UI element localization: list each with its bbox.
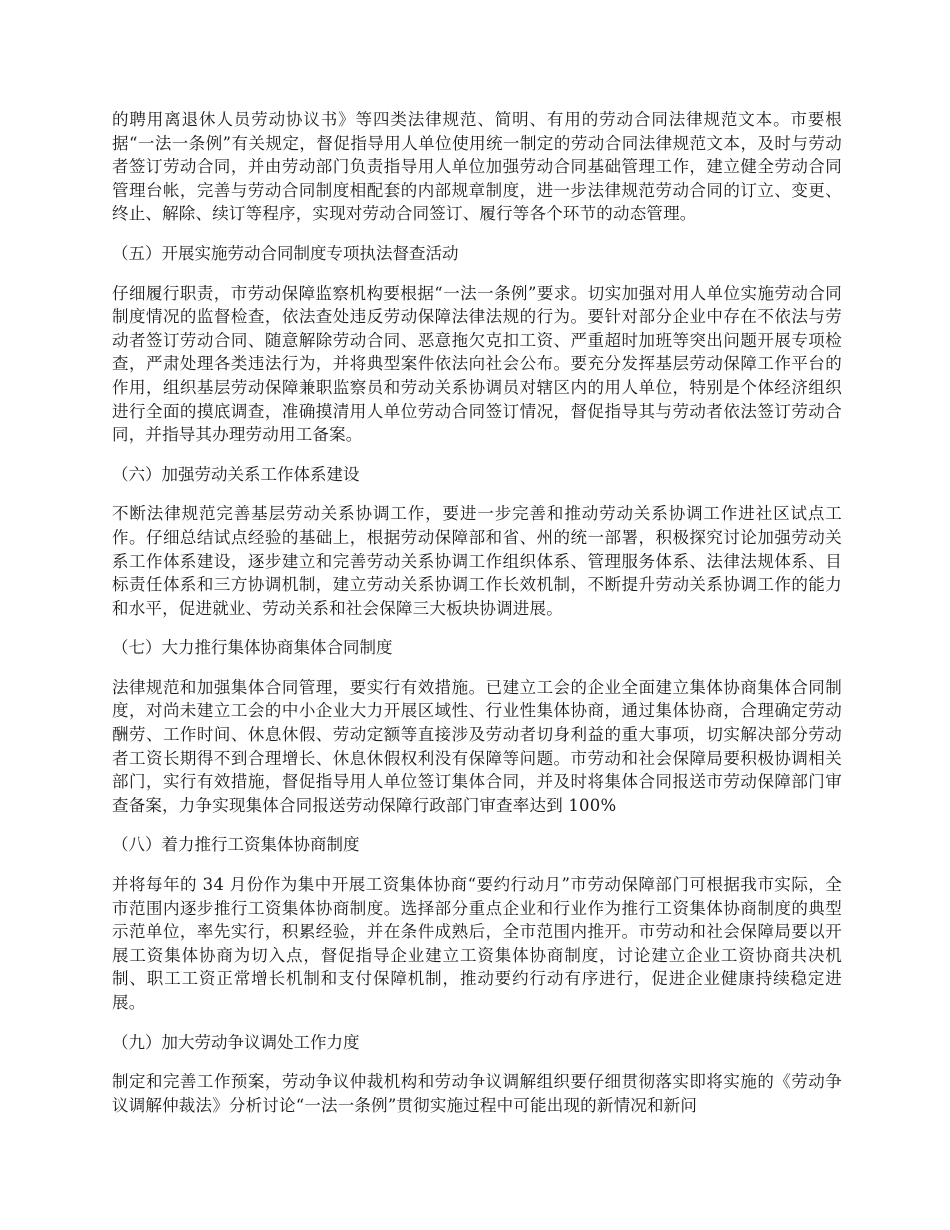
paragraph-section-8: 并将每年的 34 月份作为集中开展工资集体协商“要约行动月”市劳动保障部门可根据我市实际，全市范围内逐步推行工资集体协商制度。选择部分重点企业和行业作为推行工资集体协商制度的典型示范单位，率先实行，积累经验，并在条件成熟后，全市范围内推开。市劳动和社会保障局要以开展工资集体协商为切入点，督促指导企业建立工资集体协商制度，讨论建立企业工资协商共决机制、职工工资正常增长机制和支付保障机制，推动要约行动有序进行，促进企业健康持续稳定进展。	[112, 875, 842, 1012]
heading-section-5: （五）开展实施劳动合同制度专项执法督查活动	[112, 243, 459, 263]
paragraph-section-7: 法律规范和加强集体合同管理，要实行有效措施。已建立工会的企业全面建立集体协商集体合同制度，对尚未建立工会的中小企业大力开展区域性、行业性集体协商，通过集体协商，合理确定劳动酬劳、工作时间、休息休假、劳动定额等直接涉及劳动者切身利益的重大事项，切实解决部分劳动者工资长期得不到合理增长、休息休假权利没有保障等问题。市劳动和社会保障局要积极协调相关部门，实行有效措施，督促指导用人单位签订集体合同，并及时将集体合同报送市劳动保障部门审查备案，力争实现集体合同报送劳动保障行政部门审查率达到 100%	[112, 677, 842, 815]
paragraph-section-6: 不断法律规范完善基层劳动关系协调工作，要进一步完善和推动劳动关系协调工作进社区试点工作。仔细总结试点经验的基础上，根据劳动保障部和省、州的统一部署，积极探究讨论加强劳动关系工作体系建设，逐步建立和完善劳动关系协调工作组织体系、管理服务体系、法律法规体系、目标责任体系和三方协调机制，建立劳动关系协调工作长效机制，不断提升劳动关系协调工作的能力和水平，促进就业、劳动关系和社会保障三大板块协调进展。	[112, 504, 842, 618]
heading-section-8: （八）着力推行工资集体协商制度	[112, 835, 360, 855]
paragraph-labor-contract-text: 的聘用离退休人员劳动协议书》等四类法律规范、简明、有用的劳动合同法律规范文本。市要根据“一法一条例”有关规定，督促指导用人单位使用统一制定的劳动合同法律规范文本，及时与劳动者签订劳动合同，并由劳动部门负责指导用人单位加强劳动合同基础管理工作，建立健全劳动合同管理台帐，完善与劳动合同制度相配套的内部规章制度，进一步法律规范劳动合同的订立、变更、终止、解除、续订等程序，实现对劳动合同签订、履行等各个环节的动态管理。	[112, 110, 842, 224]
heading-section-7: （七）大力推行集体协商集体合同制度	[112, 638, 393, 658]
paragraph-section-5: 仔细履行职责，市劳动保障监察机构要根据“一法一条例”要求。切实加强对用人单位实施劳动合同制度情况的监督检查，依法查处违反劳动保障法律法规的行为。要针对部分企业中存在不依法与劳动者签订劳动合同、随意解除劳动合同、恶意拖欠克扣工资、严重超时加班等突出问题开展专项检查，严肃处理各类违法行为，并将典型案件依法向社会公布。要充分发挥基层劳动保障工作平台的作用，组织基层劳动保障兼职监察员和劳动关系协调员对辖区内的用人单位，特别是个体经济组织进行全面的摸底调查，准确摸清用人单位劳动合同签订情况，督促指导其与劳动者依法签订劳动合同，并指导其办理劳动用工备案。	[112, 283, 842, 445]
document-page	[112, 108, 842, 1117]
heading-section-9: （九）加大劳动争议调处工作力度	[112, 1032, 360, 1052]
heading-section-6: （六）加强劳动关系工作体系建设	[112, 464, 360, 484]
paragraph-section-9: 制定和完善工作预案，劳动争议仲裁机构和劳动争议调解组织要仔细贯彻落实即将实施的《劳动争议调解仲裁法》分析讨论“一法一条例”贯彻实施过程中可能出现的新情况和新问	[112, 1072, 842, 1115]
